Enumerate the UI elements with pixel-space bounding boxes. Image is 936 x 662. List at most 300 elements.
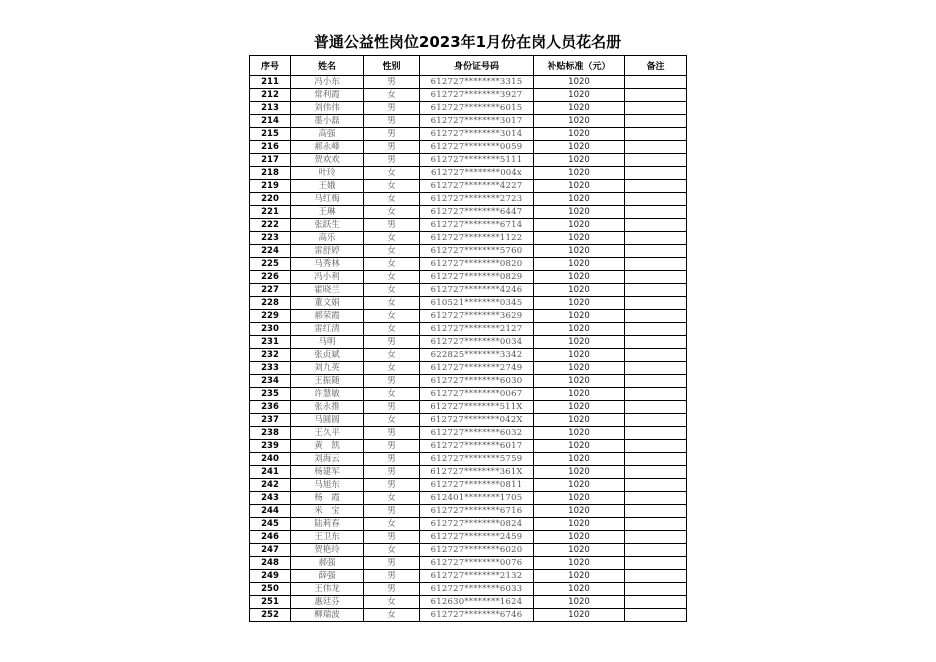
- cell-remarks: [625, 232, 687, 245]
- table-row: [250, 76, 687, 89]
- cell-subsidy: 1020: [534, 440, 625, 453]
- cell-seq: 231: [250, 336, 291, 349]
- cell-name: 郝永峰: [291, 141, 364, 154]
- cell-id-number: 612727********0067: [420, 388, 534, 401]
- cell-id-number: 612727********3927: [420, 89, 534, 102]
- cell-subsidy: 1020: [534, 570, 625, 583]
- cell-seq: 215: [250, 128, 291, 141]
- cell-remarks: [625, 336, 687, 349]
- cell-gender: 女: [364, 167, 420, 180]
- cell-name: 郝强: [291, 557, 364, 570]
- table-row: [250, 167, 687, 180]
- cell-name: 柳瑞波: [291, 609, 364, 622]
- cell-gender: 男: [364, 76, 420, 89]
- cell-id-number: 612727********5760: [420, 245, 534, 258]
- cell-remarks: [625, 375, 687, 388]
- cell-id-number: 612727********0824: [420, 518, 534, 531]
- cell-seq: 239: [250, 440, 291, 453]
- cell-gender: 男: [364, 466, 420, 479]
- cell-name: 王振随: [291, 375, 364, 388]
- cell-gender: 女: [364, 609, 420, 622]
- cell-id-number: 622825********3342: [420, 349, 534, 362]
- cell-name: 刘九英: [291, 362, 364, 375]
- cell-seq: 238: [250, 427, 291, 440]
- table-row: [250, 141, 687, 154]
- cell-seq: 229: [250, 310, 291, 323]
- cell-seq: 240: [250, 453, 291, 466]
- cell-remarks: [625, 271, 687, 284]
- cell-name: 刘伟伟: [291, 102, 364, 115]
- table-row: [250, 232, 687, 245]
- cell-name: 马红梅: [291, 193, 364, 206]
- cell-name: 杨 霞: [291, 492, 364, 505]
- cell-seq: 219: [250, 180, 291, 193]
- table-row: [250, 609, 687, 622]
- cell-remarks: [625, 531, 687, 544]
- table-row: [250, 362, 687, 375]
- cell-remarks: [625, 349, 687, 362]
- table-row: [250, 570, 687, 583]
- cell-gender: 男: [364, 401, 420, 414]
- cell-subsidy: 1020: [534, 401, 625, 414]
- table-row: [250, 310, 687, 323]
- header-subsidy: 补贴标准（元）: [534, 56, 625, 76]
- cell-name: 雷舒婷: [291, 245, 364, 258]
- cell-id-number: 612727********2127: [420, 323, 534, 336]
- cell-remarks: [625, 128, 687, 141]
- cell-gender: 女: [364, 596, 420, 609]
- cell-subsidy: 1020: [534, 193, 625, 206]
- cell-remarks: [625, 388, 687, 401]
- table-row: [250, 427, 687, 440]
- cell-name: 霍晓兰: [291, 284, 364, 297]
- table-row: [250, 440, 687, 453]
- table-row: [250, 206, 687, 219]
- table-row: [250, 336, 687, 349]
- cell-seq: 236: [250, 401, 291, 414]
- table-row: [250, 531, 687, 544]
- cell-name: 王卫东: [291, 531, 364, 544]
- cell-id-number: 612727********6030: [420, 375, 534, 388]
- cell-id-number: 612727********6033: [420, 583, 534, 596]
- cell-remarks: [625, 401, 687, 414]
- cell-seq: 216: [250, 141, 291, 154]
- cell-id-number: 612727********3315: [420, 76, 534, 89]
- table-row: [250, 271, 687, 284]
- cell-subsidy: 1020: [534, 336, 625, 349]
- cell-seq: 227: [250, 284, 291, 297]
- cell-name: 陆莉春: [291, 518, 364, 531]
- cell-seq: 213: [250, 102, 291, 115]
- cell-remarks: [625, 154, 687, 167]
- roster-body: [250, 76, 687, 622]
- table-row: [250, 89, 687, 102]
- cell-gender: 男: [364, 583, 420, 596]
- cell-seq: 241: [250, 466, 291, 479]
- cell-id-number: 612727********042X: [420, 414, 534, 427]
- cell-id-number: 612727********4227: [420, 180, 534, 193]
- table-row: [250, 297, 687, 310]
- cell-gender: 女: [364, 89, 420, 102]
- header-gender: 性别: [364, 56, 420, 76]
- cell-gender: 女: [364, 258, 420, 271]
- cell-seq: 217: [250, 154, 291, 167]
- table-row: [250, 544, 687, 557]
- cell-id-number: 612727********0829: [420, 271, 534, 284]
- cell-name: 马旭东: [291, 479, 364, 492]
- cell-name: 董文娟: [291, 297, 364, 310]
- cell-subsidy: 1020: [534, 323, 625, 336]
- cell-gender: 男: [364, 453, 420, 466]
- cell-gender: 男: [364, 336, 420, 349]
- cell-seq: 230: [250, 323, 291, 336]
- cell-id-number: 612727********004x: [420, 167, 534, 180]
- table-row: [250, 102, 687, 115]
- table-row: [250, 115, 687, 128]
- cell-remarks: [625, 258, 687, 271]
- cell-seq: 251: [250, 596, 291, 609]
- cell-gender: 女: [364, 310, 420, 323]
- cell-seq: 233: [250, 362, 291, 375]
- cell-seq: 221: [250, 206, 291, 219]
- cell-remarks: [625, 557, 687, 570]
- cell-seq: 246: [250, 531, 291, 544]
- cell-remarks: [625, 115, 687, 128]
- cell-subsidy: 1020: [534, 258, 625, 271]
- cell-id-number: 612727********2459: [420, 531, 534, 544]
- cell-remarks: [625, 89, 687, 102]
- cell-id-number: 612727********2749: [420, 362, 534, 375]
- cell-id-number: 612727********6015: [420, 102, 534, 115]
- cell-seq: 248: [250, 557, 291, 570]
- cell-remarks: [625, 596, 687, 609]
- cell-remarks: [625, 414, 687, 427]
- cell-gender: 女: [364, 193, 420, 206]
- cell-remarks: [625, 492, 687, 505]
- cell-gender: 女: [364, 245, 420, 258]
- cell-remarks: [625, 479, 687, 492]
- cell-seq: 225: [250, 258, 291, 271]
- cell-subsidy: 1020: [534, 219, 625, 232]
- cell-gender: 女: [364, 206, 420, 219]
- cell-remarks: [625, 206, 687, 219]
- cell-seq: 243: [250, 492, 291, 505]
- cell-gender: 男: [364, 219, 420, 232]
- cell-seq: 211: [250, 76, 291, 89]
- cell-gender: 女: [364, 544, 420, 557]
- table-row: [250, 557, 687, 570]
- cell-remarks: [625, 76, 687, 89]
- cell-remarks: [625, 440, 687, 453]
- cell-id-number: 612727********0059: [420, 141, 534, 154]
- cell-seq: 212: [250, 89, 291, 102]
- cell-remarks: [625, 219, 687, 232]
- cell-name: 惠廷芬: [291, 596, 364, 609]
- cell-id-number: 612727********0034: [420, 336, 534, 349]
- cell-id-number: 612727********6032: [420, 427, 534, 440]
- cell-remarks: [625, 167, 687, 180]
- cell-name: 冯小东: [291, 76, 364, 89]
- table-row: [250, 414, 687, 427]
- table-row: [250, 505, 687, 518]
- cell-remarks: [625, 570, 687, 583]
- cell-gender: 女: [364, 297, 420, 310]
- cell-subsidy: 1020: [534, 583, 625, 596]
- cell-id-number: 612727********6447: [420, 206, 534, 219]
- cell-seq: 224: [250, 245, 291, 258]
- cell-subsidy: 1020: [534, 414, 625, 427]
- cell-id-number: 612727********6746: [420, 609, 534, 622]
- cell-id-number: 612727********6017: [420, 440, 534, 453]
- cell-name: 常利霞: [291, 89, 364, 102]
- cell-gender: 男: [364, 570, 420, 583]
- cell-subsidy: 1020: [534, 115, 625, 128]
- cell-name: 郝荣霞: [291, 310, 364, 323]
- cell-gender: 女: [364, 518, 420, 531]
- cell-name: 冯小利: [291, 271, 364, 284]
- cell-id-number: 612727********1122: [420, 232, 534, 245]
- cell-id-number: 612727********0820: [420, 258, 534, 271]
- cell-subsidy: 1020: [534, 362, 625, 375]
- cell-subsidy: 1020: [534, 466, 625, 479]
- header-id-number: 身份证号码: [420, 56, 534, 76]
- cell-id-number: 612727********5759: [420, 453, 534, 466]
- cell-id-number: 612727********6020: [420, 544, 534, 557]
- cell-gender: 男: [364, 375, 420, 388]
- cell-gender: 女: [364, 414, 420, 427]
- cell-subsidy: 1020: [534, 128, 625, 141]
- cell-name: 王久平: [291, 427, 364, 440]
- cell-name: 张跃生: [291, 219, 364, 232]
- cell-id-number: 612401********1705: [420, 492, 534, 505]
- cell-subsidy: 1020: [534, 76, 625, 89]
- cell-id-number: 612727********2132: [420, 570, 534, 583]
- cell-id-number: 612727********0811: [420, 479, 534, 492]
- cell-subsidy: 1020: [534, 544, 625, 557]
- cell-seq: 222: [250, 219, 291, 232]
- cell-gender: 女: [364, 492, 420, 505]
- cell-seq: 214: [250, 115, 291, 128]
- cell-id-number: 612630********1624: [420, 596, 534, 609]
- table-row: [250, 466, 687, 479]
- cell-gender: 女: [364, 349, 420, 362]
- cell-remarks: [625, 583, 687, 596]
- cell-name: 王伟龙: [291, 583, 364, 596]
- cell-remarks: [625, 180, 687, 193]
- cell-name: 雷红清: [291, 323, 364, 336]
- table-row: [250, 154, 687, 167]
- cell-subsidy: 1020: [534, 232, 625, 245]
- table-row: [250, 180, 687, 193]
- cell-seq: 242: [250, 479, 291, 492]
- cell-remarks: [625, 284, 687, 297]
- header-row: [250, 56, 687, 76]
- cell-seq: 247: [250, 544, 291, 557]
- cell-id-number: 612727********4246: [420, 284, 534, 297]
- cell-name: 叶玲: [291, 167, 364, 180]
- cell-seq: 228: [250, 297, 291, 310]
- cell-name: 马明: [291, 336, 364, 349]
- cell-remarks: [625, 518, 687, 531]
- cell-subsidy: 1020: [534, 453, 625, 466]
- cell-gender: 男: [364, 102, 420, 115]
- table-row: [250, 245, 687, 258]
- table-row: [250, 583, 687, 596]
- cell-id-number: 612727********0076: [420, 557, 534, 570]
- cell-gender: 男: [364, 427, 420, 440]
- cell-id-number: 612727********2723: [420, 193, 534, 206]
- table-row: [250, 284, 687, 297]
- cell-name: 高乐: [291, 232, 364, 245]
- cell-id-number: 612727********5111: [420, 154, 534, 167]
- table-row: [250, 193, 687, 206]
- cell-gender: 女: [364, 271, 420, 284]
- cell-subsidy: 1020: [534, 596, 625, 609]
- table-row: [250, 375, 687, 388]
- table-row: [250, 596, 687, 609]
- table-row: [250, 401, 687, 414]
- cell-id-number: 612727********3017: [420, 115, 534, 128]
- cell-subsidy: 1020: [534, 427, 625, 440]
- cell-subsidy: 1020: [534, 518, 625, 531]
- cell-name: 许慧敏: [291, 388, 364, 401]
- cell-subsidy: 1020: [534, 297, 625, 310]
- cell-subsidy: 1020: [534, 492, 625, 505]
- table-row: [250, 388, 687, 401]
- cell-gender: 男: [364, 141, 420, 154]
- cell-remarks: [625, 453, 687, 466]
- document-title: 普通公益性岗位2023年1月份在岗人员花名册: [313, 33, 622, 51]
- cell-name: 王娥: [291, 180, 364, 193]
- cell-name: 张永推: [291, 401, 364, 414]
- cell-gender: 女: [364, 284, 420, 297]
- table-row: [250, 518, 687, 531]
- table-row: [250, 492, 687, 505]
- cell-seq: 245: [250, 518, 291, 531]
- cell-gender: 男: [364, 154, 420, 167]
- cell-id-number: 612727********361X: [420, 466, 534, 479]
- cell-subsidy: 1020: [534, 349, 625, 362]
- table-row: [250, 349, 687, 362]
- cell-name: 米 宝: [291, 505, 364, 518]
- cell-remarks: [625, 505, 687, 518]
- cell-seq: 235: [250, 388, 291, 401]
- cell-subsidy: 1020: [534, 154, 625, 167]
- table-row: [250, 219, 687, 232]
- cell-name: 张贞斌: [291, 349, 364, 362]
- cell-name: 贺艳玲: [291, 544, 364, 557]
- cell-gender: 男: [364, 505, 420, 518]
- cell-subsidy: 1020: [534, 505, 625, 518]
- cell-remarks: [625, 609, 687, 622]
- cell-name: 刘海云: [291, 453, 364, 466]
- cell-subsidy: 1020: [534, 284, 625, 297]
- table-row: [250, 453, 687, 466]
- cell-gender: 男: [364, 557, 420, 570]
- cell-subsidy: 1020: [534, 531, 625, 544]
- cell-gender: 女: [364, 180, 420, 193]
- cell-subsidy: 1020: [534, 388, 625, 401]
- cell-seq: 244: [250, 505, 291, 518]
- cell-subsidy: 1020: [534, 375, 625, 388]
- cell-gender: 男: [364, 531, 420, 544]
- cell-seq: 218: [250, 167, 291, 180]
- cell-seq: 249: [250, 570, 291, 583]
- cell-remarks: [625, 141, 687, 154]
- table-row: [250, 479, 687, 492]
- header-seq: 序号: [250, 56, 291, 76]
- cell-remarks: [625, 193, 687, 206]
- cell-gender: 男: [364, 115, 420, 128]
- cell-subsidy: 1020: [534, 89, 625, 102]
- header-name: 姓名: [291, 56, 364, 76]
- cell-subsidy: 1020: [534, 206, 625, 219]
- cell-name: 杨建军: [291, 466, 364, 479]
- cell-remarks: [625, 362, 687, 375]
- cell-gender: 女: [364, 323, 420, 336]
- cell-subsidy: 1020: [534, 167, 625, 180]
- cell-gender: 男: [364, 128, 420, 141]
- cell-subsidy: 1020: [534, 180, 625, 193]
- cell-name: 贺欢欢: [291, 154, 364, 167]
- cell-subsidy: 1020: [534, 245, 625, 258]
- cell-id-number: 612727********6714: [420, 219, 534, 232]
- cell-name: 马圆圆: [291, 414, 364, 427]
- cell-seq: 232: [250, 349, 291, 362]
- cell-subsidy: 1020: [534, 479, 625, 492]
- cell-id-number: 612727********6716: [420, 505, 534, 518]
- cell-subsidy: 1020: [534, 557, 625, 570]
- cell-name: 薛强: [291, 570, 364, 583]
- table-row: [250, 128, 687, 141]
- header-remarks: 备注: [625, 56, 687, 76]
- cell-seq: 252: [250, 609, 291, 622]
- cell-name: 黄 凯: [291, 440, 364, 453]
- cell-gender: 女: [364, 362, 420, 375]
- cell-gender: 女: [364, 388, 420, 401]
- cell-subsidy: 1020: [534, 102, 625, 115]
- cell-subsidy: 1020: [534, 141, 625, 154]
- cell-seq: 223: [250, 232, 291, 245]
- cell-remarks: [625, 310, 687, 323]
- cell-subsidy: 1020: [534, 310, 625, 323]
- cell-remarks: [625, 466, 687, 479]
- cell-subsidy: 1020: [534, 609, 625, 622]
- cell-remarks: [625, 102, 687, 115]
- cell-id-number: 612727********3014: [420, 128, 534, 141]
- cell-seq: 220: [250, 193, 291, 206]
- cell-remarks: [625, 544, 687, 557]
- cell-seq: 237: [250, 414, 291, 427]
- cell-remarks: [625, 297, 687, 310]
- table-row: [250, 258, 687, 271]
- cell-gender: 男: [364, 440, 420, 453]
- cell-name: 马秀林: [291, 258, 364, 271]
- cell-seq: 226: [250, 271, 291, 284]
- cell-name: 王琳: [291, 206, 364, 219]
- cell-name: 墨小磊: [291, 115, 364, 128]
- cell-gender: 男: [364, 479, 420, 492]
- cell-seq: 234: [250, 375, 291, 388]
- cell-remarks: [625, 323, 687, 336]
- table-row: [250, 323, 687, 336]
- cell-subsidy: 1020: [534, 271, 625, 284]
- cell-id-number: 612727********511X: [420, 401, 534, 414]
- cell-gender: 女: [364, 232, 420, 245]
- roster-table: [249, 55, 687, 622]
- cell-id-number: 610521********0345: [420, 297, 534, 310]
- cell-name: 高强: [291, 128, 364, 141]
